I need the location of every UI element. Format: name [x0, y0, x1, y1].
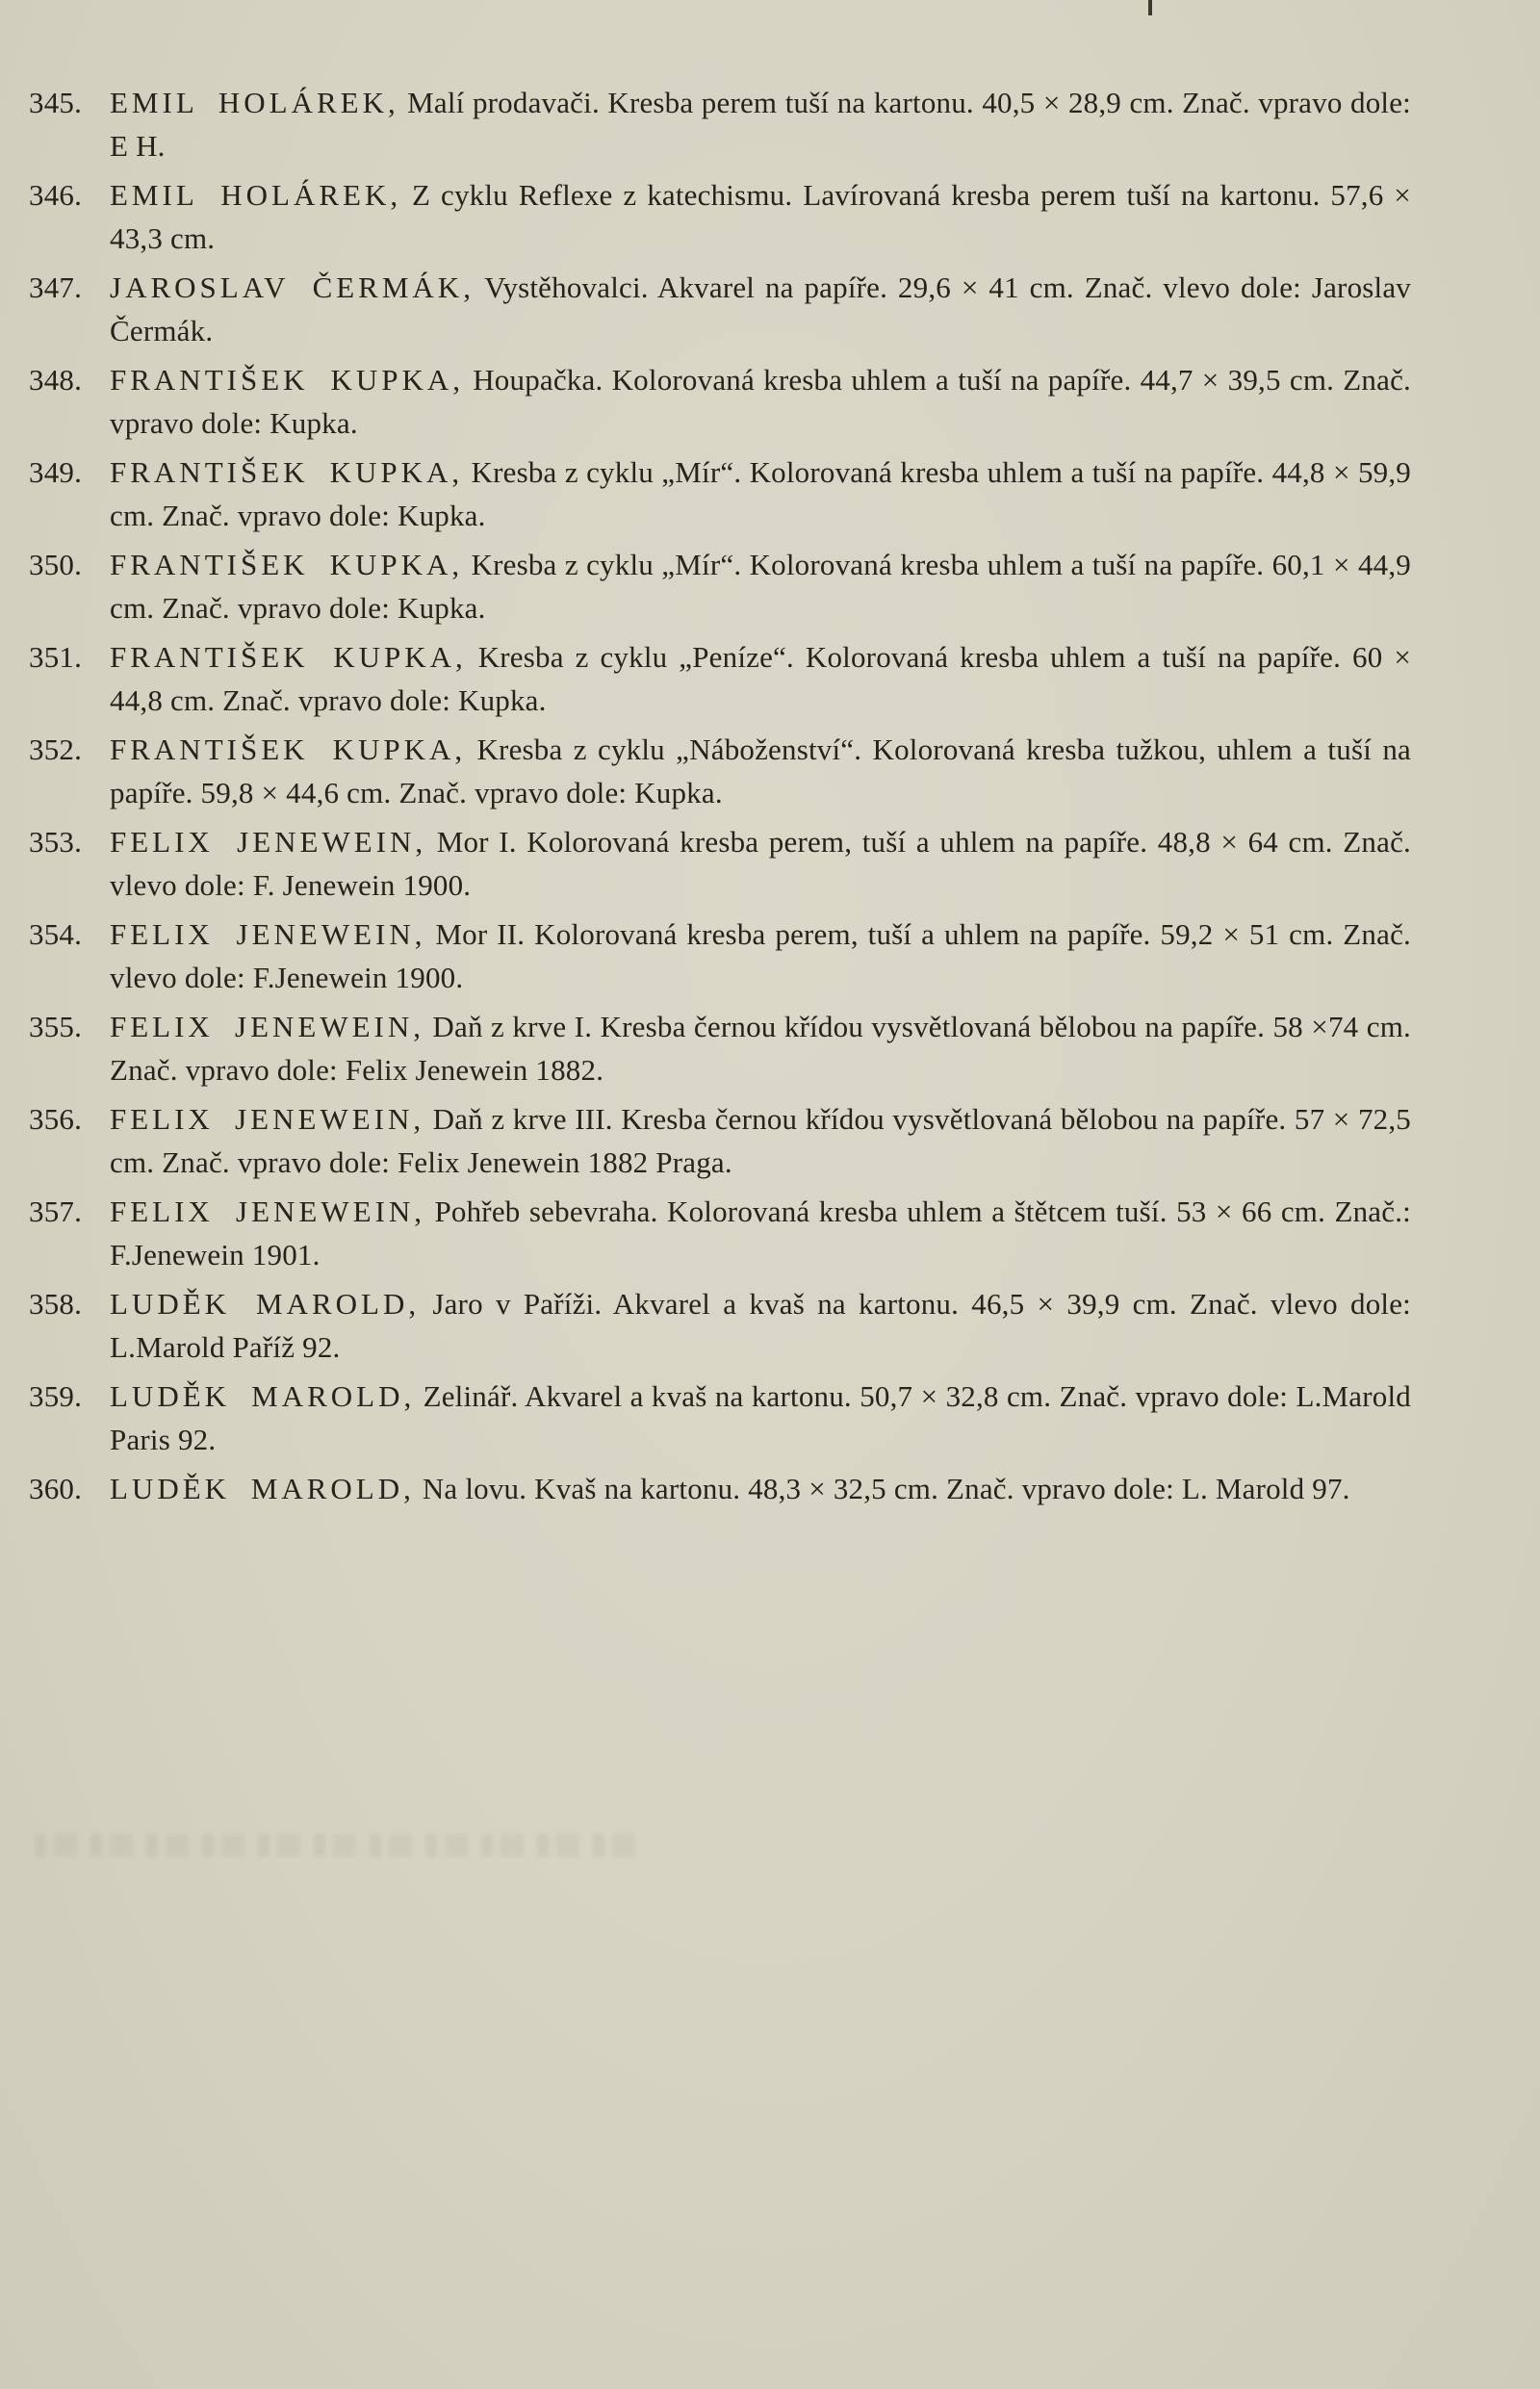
catalog-entry	[29, 266, 1411, 352]
catalog-entry	[29, 1374, 1411, 1461]
catalog-entry	[29, 1282, 1411, 1369]
entry-number: 354.	[29, 917, 83, 951]
catalog-entry	[29, 173, 1411, 260]
entry-number: 350.	[29, 548, 83, 581]
entry-artist: FRANTIŠEK KUPKA,	[110, 640, 467, 674]
entry-artist: FELIX JENEWEIN,	[110, 1102, 425, 1136]
entry-number: 358.	[29, 1287, 83, 1321]
entry-artist: FELIX JENEWEIN,	[110, 825, 427, 859]
catalog-entry	[29, 1005, 1411, 1092]
entry-description: Zelinář. Akvarel a kvaš na kartonu. 50,7 × 32,8 cm. Znač. vpravo dole: L.Marold Paris 92.	[110, 1379, 1411, 1456]
entry-artist: EMIL HOLÁREK,	[110, 178, 402, 212]
catalog-entry	[29, 450, 1411, 537]
entry-number: 345.	[29, 86, 83, 119]
scan-artifact-mark	[1148, 0, 1152, 15]
entry-artist: FELIX JENEWEIN,	[110, 917, 426, 951]
entry-number: 346.	[29, 178, 83, 212]
entry-number: 352.	[29, 732, 83, 766]
entry-description: Na lovu. Kvaš na kartonu. 48,3 × 32,5 cm. Znač. vpravo dole: L. Marold 97.	[414, 1472, 1350, 1505]
catalog-entry	[29, 1097, 1411, 1184]
entry-description: Kresba z cyklu „Náboženství“. Kolorovaná kresba tužkou, uhlem a tuší na papíře. 59,8 × 44,6 cm. Znač. vpravo dole: Kupka.	[110, 732, 1411, 809]
entry-artist: LUDĚK MAROLD,	[110, 1287, 421, 1321]
entry-artist: FELIX JENEWEIN,	[110, 1010, 424, 1043]
entry-description: Vystěhovalci. Akvarel na papíře. 29,6 × 41 cm. Znač. vlevo dole: Jaroslav Čermák.	[110, 270, 1412, 347]
entry-description: Jaro v Paříži. Akvarel a kvaš na kartonu. 46,5 × 39,9 cm. Znač. vlevo dole: L.Marold Paříž 92.	[110, 1287, 1411, 1364]
entry-artist: LUDĚK MAROLD,	[110, 1472, 415, 1505]
catalog-entry	[29, 635, 1411, 722]
entry-description: Kresba z cyklu „Mír“. Kolorovaná kresba uhlem a tuší na papíře. 44,8 × 59,9 cm. Znač. vpravo dole: Kupka.	[110, 455, 1411, 532]
catalog-entry	[29, 81, 1411, 167]
entry-number: 357.	[29, 1194, 83, 1228]
entry-description: Kresba z cyklu „Mír“. Kolorovaná kresba uhlem a tuší na papíře. 60,1 × 44,9 cm. Znač. vpravo dole: Kupka.	[110, 548, 1411, 625]
entry-description: Mor II. Kolorovaná kresba perem, tuší a uhlem na papíře. 59,2 × 51 cm. Znač. vlevo dole: F.Jenewein 1900.	[110, 917, 1411, 994]
catalog-entry-list	[29, 81, 1411, 1516]
entry-description: Malí prodavači. Kresba perem tuší na kartonu. 40,5 × 28,9 cm. Znač. vpravo dole: E H.	[110, 86, 1411, 163]
catalog-entry	[29, 358, 1411, 445]
entry-number: 351.	[29, 640, 83, 674]
entry-number: 359.	[29, 1379, 83, 1413]
entry-artist: FRANTIŠEK KUPKA,	[110, 548, 464, 581]
catalog-entry	[29, 728, 1411, 814]
catalog-entry	[29, 820, 1411, 907]
entry-artist: EMIL HOLÁREK,	[110, 86, 399, 119]
entry-artist: FRANTIŠEK KUPKA,	[110, 732, 467, 766]
entry-description: Houpačka. Kolorovaná kresba uhlem a tuší na papíře. 44,7 × 39,5 cm. Znač. vpravo dole: Kupka.	[110, 363, 1411, 440]
catalog-entry	[29, 543, 1411, 629]
entry-artist: FRANTIŠEK KUPKA,	[110, 455, 464, 489]
entry-number: 348.	[29, 363, 83, 397]
entry-artist: FRANTIŠEK KUPKA,	[110, 363, 465, 397]
entry-number: 355.	[29, 1010, 83, 1043]
catalog-entry	[29, 1467, 1411, 1510]
entry-number: 353.	[29, 825, 83, 859]
entry-number: 360.	[29, 1472, 83, 1505]
entry-description: Mor I. Kolorovaná kresba perem, tuší a uhlem na papíře. 48,8 × 64 cm. Znač. vlevo dole: F. Jenewein 1900.	[110, 825, 1411, 902]
entry-description: Kresba z cyklu „Peníze“. Kolorovaná kresba uhlem a tuší na papíře. 60 × 44,8 cm. Znač. vpravo dole: Kupka.	[110, 640, 1412, 717]
entry-description: Pohřeb sebevraha. Kolorovaná kresba uhlem a štětcem tuší. 53 × 66 cm. Znač.: F.Jenewein 1901.	[110, 1194, 1411, 1272]
entry-number: 347.	[29, 270, 83, 304]
reverse-page-bleed-through	[35, 1834, 641, 1857]
entry-description: Daň z krve I. Kresba černou křídou vysvětlovaná bělobou na papíře. 58 ×74 cm. Znač. vpravo dole: Felix Jenewein 1882.	[110, 1010, 1411, 1087]
catalog-entry	[29, 912, 1411, 999]
entry-artist: LUDĚK MAROLD,	[110, 1379, 416, 1413]
entry-artist: JAROSLAV ČERMÁK,	[110, 270, 475, 304]
entry-number: 349.	[29, 455, 83, 489]
entry-number: 356.	[29, 1102, 83, 1136]
entry-artist: FELIX JENEWEIN,	[110, 1194, 426, 1228]
entry-description: Daň z krve III. Kresba černou křídou vysvětlovaná bělobou na papíře. 57 × 72,5 cm. Znač. vpravo dole: Felix Jenewein 1882 Praga.	[110, 1102, 1411, 1179]
catalog-entry	[29, 1190, 1411, 1276]
entry-description: Z cyklu Reflexe z katechismu. Lavírovaná kresba perem tuší na kartonu. 57,6 × 43,3 cm.	[110, 178, 1411, 255]
